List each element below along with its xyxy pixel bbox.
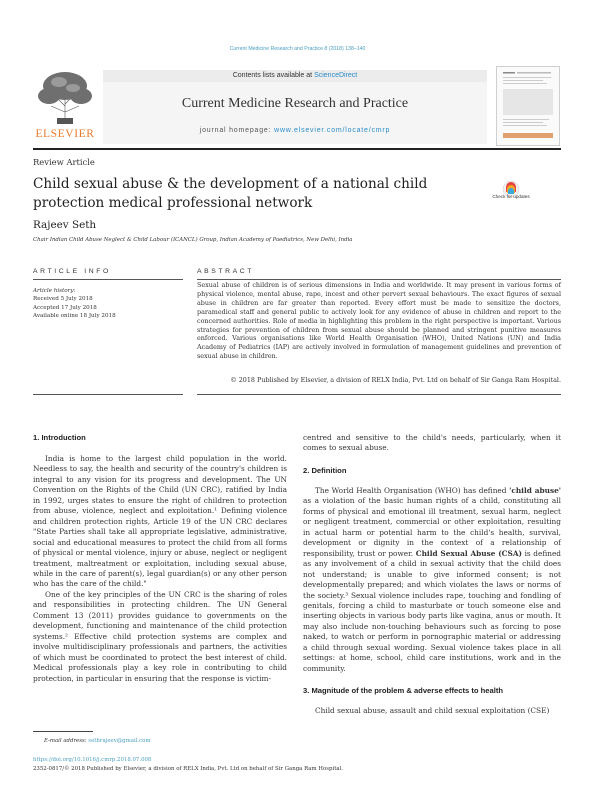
journal-title[interactable]: Current Medicine Research and Practice [181, 96, 409, 111]
author-name[interactable]: Rajeev Seth [33, 219, 97, 231]
def-text-e: is defined as any involvement of a child in sexual activity that the child does not understand; is unable to give informed consent; is not developmentally prepared; and which violates the laws or norms of the society.³ Sexual violence includes rape, touching and fondling of genitals, forcing a child to masturbate or touch someone else and inserting objects in various body parts like vagina, anus or mouth. It may also include non-touching behaviours such as forcing to pose naked, to watch or perform in pornographic material or addressing a child through sexual wording. Sexual violence takes place in all settings: at home, school, child care institutions, work and in the community. [303, 548, 561, 673]
email-label: E-mail address: [44, 738, 89, 744]
intro-heading: 1. Introduction [33, 433, 86, 442]
right-col-continuation: centred and sensitive to the child's needs, particularly, when it comes to sexual abuse. [303, 433, 561, 453]
article-type: Review Article [33, 157, 95, 167]
journal-cover-thumbnail[interactable] [496, 66, 560, 146]
doi-link[interactable]: https://doi.org/10.1016/j.cmrp.2018.07.008 [33, 757, 152, 763]
elsevier-wordmark: ELSEVIER [35, 128, 95, 140]
history-label: Article history: [33, 288, 76, 294]
issn-line: 2352-0817/© 2018 Published by Elsevier, a division of RELX India, Pvt. Ltd on behalf of Sir Ganga Ram Hospital. [33, 766, 344, 772]
accepted-date: Accepted 17 July 2018 [33, 304, 97, 311]
received-date: Received 5 July 2018 [33, 296, 93, 303]
info-bottom-rule [33, 394, 183, 395]
magnitude-paragraph: Child sexual abuse, assault and child sexual exploitation (CSE) [315, 706, 550, 715]
abstract-text: Sexual abuse of children is of serious dimensions in India and worldwide. It may present in various forms of physical violence, mental abuse, rape, incest and other pervert sexual behaviours. The exact figures of sexual abuse in children are far greater than reported. Every effort must be made to sensitize the doctors, paramedical staff and general public to actively look for any evidence of abuse in children and report to the concerned authorities. Role of media in highlighting this problem in the right perspective is important. Various strategies for prevention of children from sexual abuse should be planned and stringent punitive measures enforced. Various organisations like World Health Organisation (WHO), United Nations (UN) and India Academy of Pediatrics (IAP) are actively involved in formulation of management guidelines and prevention of sexual abuse in children. [197, 281, 561, 361]
def-term-csa: Child Sexual Abuse (CSA) [415, 548, 523, 558]
abstract-bottom-rule [197, 394, 561, 395]
journal-header-panel [103, 82, 487, 144]
definition-paragraph [303, 486, 561, 674]
article-title: Child sexual abuse & the development of a national child protection medical professional network [33, 176, 428, 211]
abstract-copyright: © 2018 Published by Elsevier, a division of RELX India, Pvt. Ltd on behalf of Sir Ganga Ram Hospital. [230, 376, 561, 384]
def-text-a: The World Health Organisation (WHO) has defined [315, 486, 510, 495]
author-affiliation: Chair Indian Child Abuse Neglect & Child Labour (ICANCL) Group, Indian Academy of Paediatrics, New Delhi, India [33, 237, 353, 243]
sciencedirect-link[interactable]: ScienceDirect [314, 72, 358, 79]
article-info-rule [33, 279, 183, 280]
intro-paragraph-1: India is home to the largest child population in the world. Needless to say, the health and security of the country's children is integral to any vision for its progress and development. The UN Convention on the Rights of the Child (UN CRC), ratified by India in 1992, urges states to ensure the right of children to protection from abuse, violence, neglect and exploitation.¹ Defining violence and children protection rights, Article 19 of the UN CRC declares "State Parties shall take all appropriate legislative, administrative, social and educational measures to protect the child from all forms of physical or mental violence, injury or abuse, neglect or negligent treatment, maltreatment or exploitation, including sexual abuse, while in the care of parent(s), legal guardian(s) or any other person who has the care of the child." [33, 454, 287, 589]
magnitude-heading: 3. Magnitude of the problem & adverse effects to health [303, 686, 504, 695]
header-rule [33, 148, 561, 150]
abstract-rule [197, 279, 561, 280]
homepage-url[interactable]: www.elsevier.com/locate/cmrp [274, 127, 391, 134]
email-footnote [44, 738, 150, 744]
check-for-updates-label[interactable]: Check for updates [492, 194, 530, 199]
intro-paragraph-2: One of the key principles of the UN CRC is the sharing of roles and responsibilities in protecting children. The UN General Comment 13 (2011) provides guidance to governments on the development, functioning and maintenance of the child protection systems.² Effective child protection systems are complex and involve multidisciplinary professionals and partners, the activities of which must be coordinated to protect the best interest of child. Medical professionals play a key role in contributing to child protection, in particular in ensuring that the response is victim- [33, 590, 287, 683]
definition-heading: 2. Definition [303, 466, 347, 475]
article-history [33, 287, 116, 321]
email-link[interactable]: sethrajeev@gmail.com [88, 738, 151, 744]
journal-homepage [103, 127, 487, 134]
def-term-child-abuse: 'child abuse' [509, 486, 561, 495]
def-text-c: as a violation of the basic human rights of a child, constituting all forms of physical and emotional ill treatment, sexual harm, neglect or negligent treatment, commercial or other exploitation, resulting in actual harm or potential harm to the child's health, survival, development or dignity in the context of a relationship of responsibility, trust or power. [303, 496, 561, 558]
contents-bar [103, 70, 487, 82]
homepage-label: journal homepage: [199, 127, 275, 134]
citation-line[interactable]: Current Medicine Research and Practice 8 (2018) 138–140 [229, 46, 366, 52]
contents-prefix: Contents lists available at [232, 72, 315, 79]
online-date: Available online 18 July 2018 [33, 313, 116, 320]
abstract-heading: ABSTRACT [197, 268, 255, 275]
article-info-heading: ARTICLE INFO [33, 268, 111, 275]
footnote-rule [33, 731, 93, 732]
